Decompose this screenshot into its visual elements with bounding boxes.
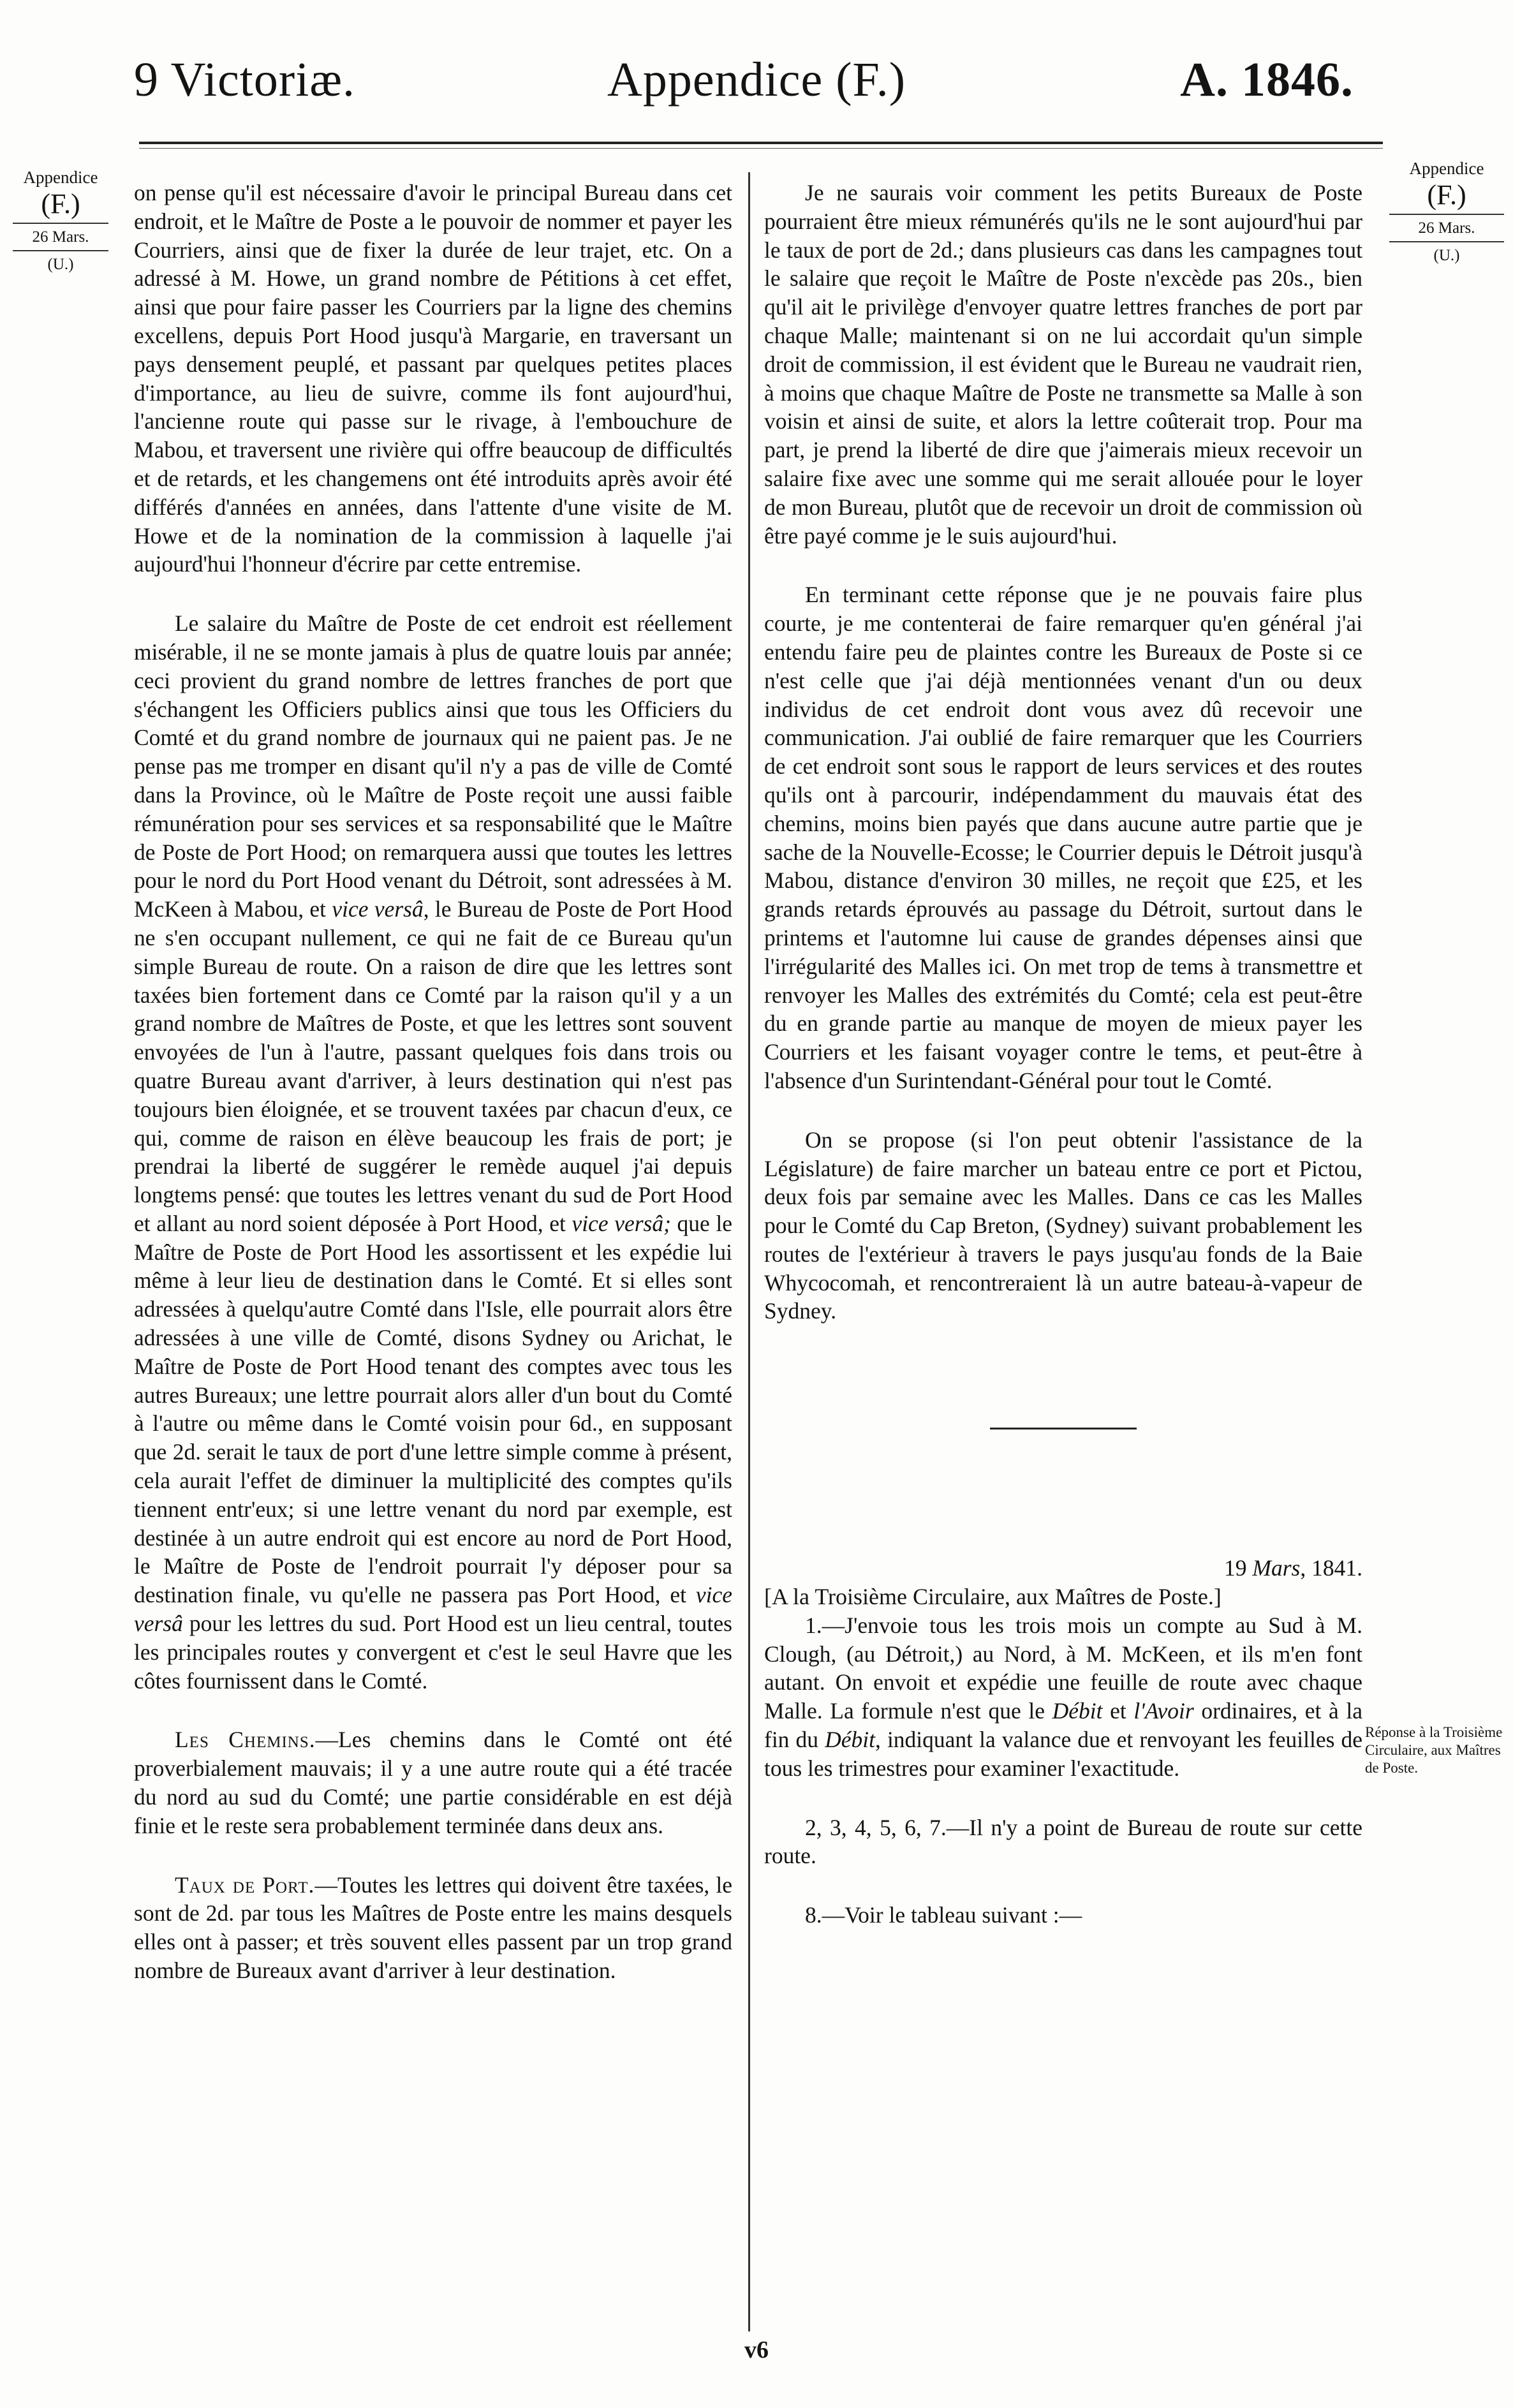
answer-8: 8.—Voir le tableau suivant :— bbox=[805, 1902, 1082, 1928]
text-run: Le salaire du Maître de Poste de cet endroit est réellement misérable, il ne se monte jamais à plus de quatre louis par année; ceci provient du grand nombre de lettres franches de port que s'échangent les Officiers publics ainsi que tous les Officiers du Comté et du grand nombre de journaux qui ne paient pas. Je ne pense pas me tromper en disant qu'il n'y a pas de ville de Comté dans la Province, où le Maître de Poste reçoit une aussi faible rémunération pour ses services et sa responsabilité que le Maître de Poste de Port Hood; on remarquera aussi que toutes les lettres pour le nord du Port Hood venant du Détroit, sont adressées à M. McKeen à Mabou, et bbox=[134, 610, 732, 922]
section-heading: Taux de Port. bbox=[175, 1872, 315, 1898]
dateline bbox=[764, 1554, 1362, 1583]
margin-note-right bbox=[1383, 158, 1510, 266]
page-signature: v6 bbox=[744, 2337, 769, 2363]
margin-note-reply: Réponse à la Troisième Circulaire, aux Maîtres de Poste. bbox=[1365, 1724, 1503, 1776]
text-run: , indiquant la valance due et renvoyant les feuilles de tous les trimestres pour examiner l'exactitude. bbox=[764, 1727, 1362, 1781]
margin-sub: (U.) bbox=[47, 256, 74, 273]
margin-brace bbox=[1389, 241, 1504, 242]
margin-appendix: Appendice bbox=[23, 168, 98, 187]
margin-brace bbox=[13, 250, 108, 251]
text-run: ordinaires, et à la fin du bbox=[764, 1698, 1362, 1753]
answer-2-7: 2, 3, 4, 5, 6, 7.—Il n'y a point de Bureau de route sur cette route. bbox=[764, 1814, 1362, 1869]
margin-brace bbox=[13, 223, 108, 224]
section-separator bbox=[990, 1428, 1137, 1429]
header-rule-thin bbox=[139, 148, 1383, 149]
margin-date: 26 Mars. bbox=[32, 228, 89, 246]
left-column bbox=[134, 179, 732, 1985]
text-run: pour les lettres du sud. Port Hood est un lieu central, toutes les principales routes y convergent et c'est le seul Havre que les côtes fournissent dans le Comté. bbox=[134, 1611, 732, 1694]
margin-note-left bbox=[6, 167, 115, 275]
header-session: 9 Victoriæ. bbox=[134, 53, 356, 107]
right-column bbox=[764, 179, 1362, 1930]
paragraph: On se propose (si l'on peut obtenir l'assistance de la Législature) de faire marcher un bateau entre ce port et Pictou, deux fois par semaine avec les Malles. Dans ce cas les Malles pour le Comté du Cap Breton, (Sydney) suivant probablement les routes de l'extérieur à travers le pays jusqu'au fonds de la Baie Whycocomah, et rencontreraient là un autre bateau-à-vapeur de Sydney. bbox=[764, 1126, 1362, 1324]
header-year: A. 1846. bbox=[1180, 53, 1354, 107]
text-run: —Toutes les lettres qui doivent être taxées, le sont de 2d. par tous les Maîtres de Poste entre les mains desquels elles ont à passer; et très souvent elles passent par un trop grand nombre de Bureaux avant d'arriver à leur destination. bbox=[134, 1872, 732, 1984]
italic-text: Débit bbox=[825, 1727, 875, 1753]
paragraph bbox=[134, 1871, 732, 1985]
italic-text: l'Avoir bbox=[1133, 1698, 1194, 1724]
italic-text: Débit bbox=[1052, 1698, 1103, 1724]
paragraph bbox=[134, 1725, 732, 1840]
date-year: , 1841. bbox=[1300, 1555, 1362, 1581]
paragraph: En terminant cette réponse que je ne pouvais faire plus courte, je me contenterai de faire remarquer qu'en général j'ai entendu faire peu de plaintes contre les Bureaux de Poste si ce n'est celle que j'ai déjà mentionnées venant d'un ou deux individus de cet endroit dont vous avez dû recevoir une communication. J'ai oublié de faire remarquer que les Courriers de cet endroit sont sous le rapport de leurs services et des routes qu'ils ont à parcourir, indépendamment du mauvais état des chemins, moins bien payés que dans aucune autre partie que je sache de la Nouvelle-Ecosse; le Courrier depuis le Détroit jusqu'à Mabou, distance d'environ 30 milles, ne reçoit que £25, et les grands retards éprouvés au passage du Détroit, surtout dans le printems et l'automne lui cause de grandes dépenses ainsi que l'irrégularité des Malles ici. On met trop de tems à transmettre et renvoyer les Malles des extrémités du Comté; cela est peut-être du en grande partie au manque de moyen de mieux payer les Courriers et les faisant voyager contre le tems, et peut-être à l'absence d'un Surintendant-Général pour tout le Comté. bbox=[764, 582, 1362, 1093]
header-rule bbox=[139, 142, 1383, 144]
answer-1 bbox=[764, 1611, 1362, 1783]
header-appendix: Appendice (F.) bbox=[607, 53, 906, 107]
italic-text: vice versâ bbox=[332, 896, 424, 922]
date-day: 19 bbox=[1224, 1555, 1253, 1581]
margin-brace bbox=[1389, 214, 1504, 215]
text-run: 1.—J'envoie tous les trois mois un compte au Sud à M. Clough, (au Détroit,) au Nord, à M. McKeen, et ils m'en font autant. On envoit et expédie une feuille de route avec chaque Malle. La formule n'est que le bbox=[764, 1612, 1362, 1724]
text-run: que le Maître de Poste de Port Hood les assortissent et les expédie lui même à leur lieu de destination dans le Comté. Et si elles sont adressées à quelqu'autre Comté dans l'Isle, elle pourrait alors être adressées à une ville de Comté, disons Sydney ou Arichat, le Maître de Poste de Port Hood tenant des comptes avec tous les autres Bureaux; une lettre pourrait alors aller d'un bout du Comté à l'autre ou même dans le Comté voisin pour 6d., en supposant que 2d. serait le taux de port d'une lettre simple comme à présent, cela aurait l'effet de diminuer la multiplicité des comptes qu'ils tiennent entr'eux; si une lettre venant du nord par exemple, est destinée à un autre endroit qui est encore au nord de Port Hood, le Maître de Poste de l'endroit pourrait l'y déposer pour sa destination finale, vu qu'elle ne passera pas Port Hood, et bbox=[134, 1210, 732, 1608]
paragraph bbox=[134, 609, 732, 1695]
margin-sub: (U.) bbox=[1433, 247, 1460, 264]
margin-letter: (F.) bbox=[1427, 179, 1466, 211]
text-run: , le Bureau de Poste de Port Hood ne s'en occupant nullement, ce qui ne fait de ce Bureau qu'un simple Bureau de route. On a raison de dire que les lettres sont taxées bien fortement dans ce Comté par la raison qu'il y a un grand nombre de Maîtres de Poste, et que les lettres sont souvent envoyées de l'un à l'autre, passant quelques fois dans trois ou quatre Bureau avant d'arriver, à leurs destination qui n'est pas toujours bien éloignée, et se trouvent taxées par chacun d'eux, ce qui, comme de raison en élève beaucoup les frais de port; je prendrai la liberté de suggérer le remède auquel j'ai depuis longtems pensé: que toutes les lettres venant du sud de Port Hood et allant au nord soient déposée à Port Hood, et bbox=[134, 896, 733, 1236]
italic-text: vice versâ bbox=[134, 1582, 732, 1637]
margin-appendix: Appendice bbox=[1409, 159, 1484, 178]
paragraph: Je ne saurais voir comment les petits Bureaux de Poste pourraient être mieux rémunérés qu'ils ne le sont aujourd'hui par le taux de port de 2d.; dans plusieurs cas dans les campagnes tout le salaire que reçoit le Maître de Poste n'excède pas 20s., bien qu'il ait le privilège d'envoyer quatre lettres franches de port par chaque Malle; maintenant si on ne lui accordait qu'un simple droit de commission, il est évident que le Bureau ne vaudrait rien, à moins que chaque Maître de Poste ne transmette sa Malle à son voisin et ainsi de suite, et alors la lettre coûterait trop. Pour ma part, je prend la liberté de dire que j'aimerais mieux recevoir un salaire fixe avec une somme qui me serait allouée pour le loyer de mon Bureau, plutôt que de recevoir un droit de commission où être payé comme je le suis aujourd'hui. bbox=[764, 180, 1362, 549]
date-month: Mars bbox=[1252, 1555, 1301, 1581]
paragraph: on pense qu'il est nécessaire d'avoir le principal Bureau dans cet endroit, et le Maître de Poste a le pouvoir de nommer et payer les Courriers, ainsi que de fixer la durée de leur trajet, etc. On a adressé à M. Howe, un grand nombre de Pétitions à cet effet, ainsi que pour faire passer les Courriers par la ligne des chemins excellens, depuis Port Hood jusqu'à Margarie, en traversant un pays densement peuplé, et passant par quelques petites places d'importance, au lieu de suivre, comme ils font aujourd'hui, l'ancienne route qui passe sur le rivage, à l'embouchure de Mabou, et traversent une rivière qui offre beaucoup de difficultés et de retards, et les changemens ont été introduits après avoir été différés d'années en années, dans l'attente d'une visite de M. Howe et de la nomination de la commission à laquelle j'ai aujourd'hui l'honneur d'écrire par cette entremise. bbox=[134, 180, 732, 577]
text-run: —Les chemins dans le Comté ont été proverbialement mauvais; il y a une autre route qui a été tracée du nord au sud du Comté; une partie considérable en est déjà finie et le reste sera probablement terminée dans deux ans. bbox=[134, 1727, 732, 1838]
italic-text: vice versâ; bbox=[572, 1210, 671, 1236]
circular-heading: [A la Troisième Circulaire, aux Maîtres de Poste.] bbox=[764, 1584, 1221, 1610]
margin-date: 26 Mars. bbox=[1418, 219, 1475, 237]
column-divider bbox=[748, 172, 750, 2331]
margin-letter: (F.) bbox=[41, 188, 80, 219]
text-run: et bbox=[1102, 1698, 1134, 1724]
section-heading: Les Chemins. bbox=[175, 1727, 316, 1753]
